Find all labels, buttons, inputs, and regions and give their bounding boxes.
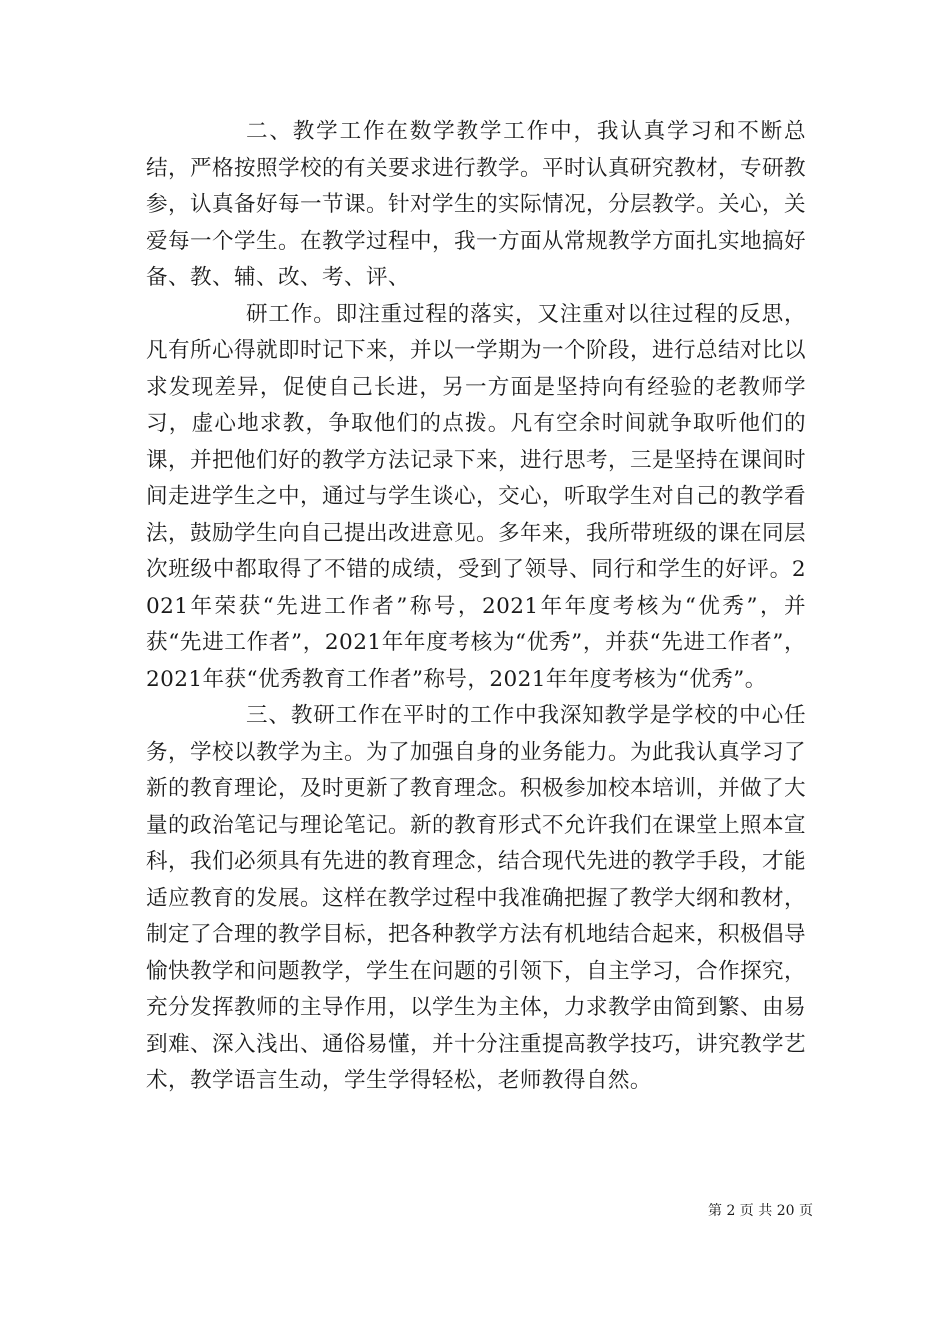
page-number-footer: 第 2 页 共 20 页 xyxy=(708,1203,813,1219)
paragraph-teaching-research: 三、教研工作在平时的工作中我深知教学是学校的中心任务，学校以教学为主。为了加强自身的业务能力。为此我认真学习了新的教育理论，及时更新了教育理念。积极参加校本培训，并做了大量的政治笔记与理论笔记。新的教育形式不允许我们在课堂上照本宣科，我们必须具有先进的教育理念，结合现代先进的教学手段，才能适应教育的发展。这样在教学过程中我准确把握了教学大纲和教材，制定了合理的教学目标，把各种教学方法有机地结合起来，积极倡导愉快教学和问题教学，学生在问题的引领下，自主学习，合作探究，充分发挥教师的主导作用，以学生为主体，力求教学由简到繁、由易到难、深入浅出、通俗易懂，并十分注重提高教学技巧，讲究教学艺术，教学语言生动，学生学得轻松，老师教得自然。 xyxy=(146,703,806,1093)
paragraph-teaching-work: 二、教学工作在数学教学工作中，我认真学习和不断总结，严格按照学校的有关要求进行教学。平时认真研究教材，专研教参，认真备好每一节课。针对学生的实际情况，分层教学。关心，关爱每一个学生。在教学过程中，我一方面从常规教学方面扎实地搞好备、教、辅、改、考、评、 xyxy=(146,119,806,290)
paragraph-research-work: 研工作。即注重过程的落实，又注重对以往过程的反思，凡有所心得就即时记下来，并以一学期为一个阶段，进行总结对比以求发现差异，促使自己长进，另一方面是坚持向有经验的老教师学习，虚心地求教，争取他们的点拨。凡有空余时间就争取听他们的课，并把他们好的教学方法记录下来，进行思考，三是坚持在课间时间走进学生之中，通过与学生谈心，交心，听取学生对自己的教学看法，鼓励学生向自己提出改进意见。多年来，我所带班级的课在同层次班级中都取得了不错的成绩，受到了领导、同行和学生的好评。2021年荣获“先进工作者”称号，2021年年度考核为“优秀”，并获“先进工作者”，2021年年度考核为“优秀”，并获“先进工作者”，2021年获“优秀教育工作者”称号，2021年年度考核为“优秀”。 xyxy=(146,301,806,692)
document-body xyxy=(146,114,806,1100)
